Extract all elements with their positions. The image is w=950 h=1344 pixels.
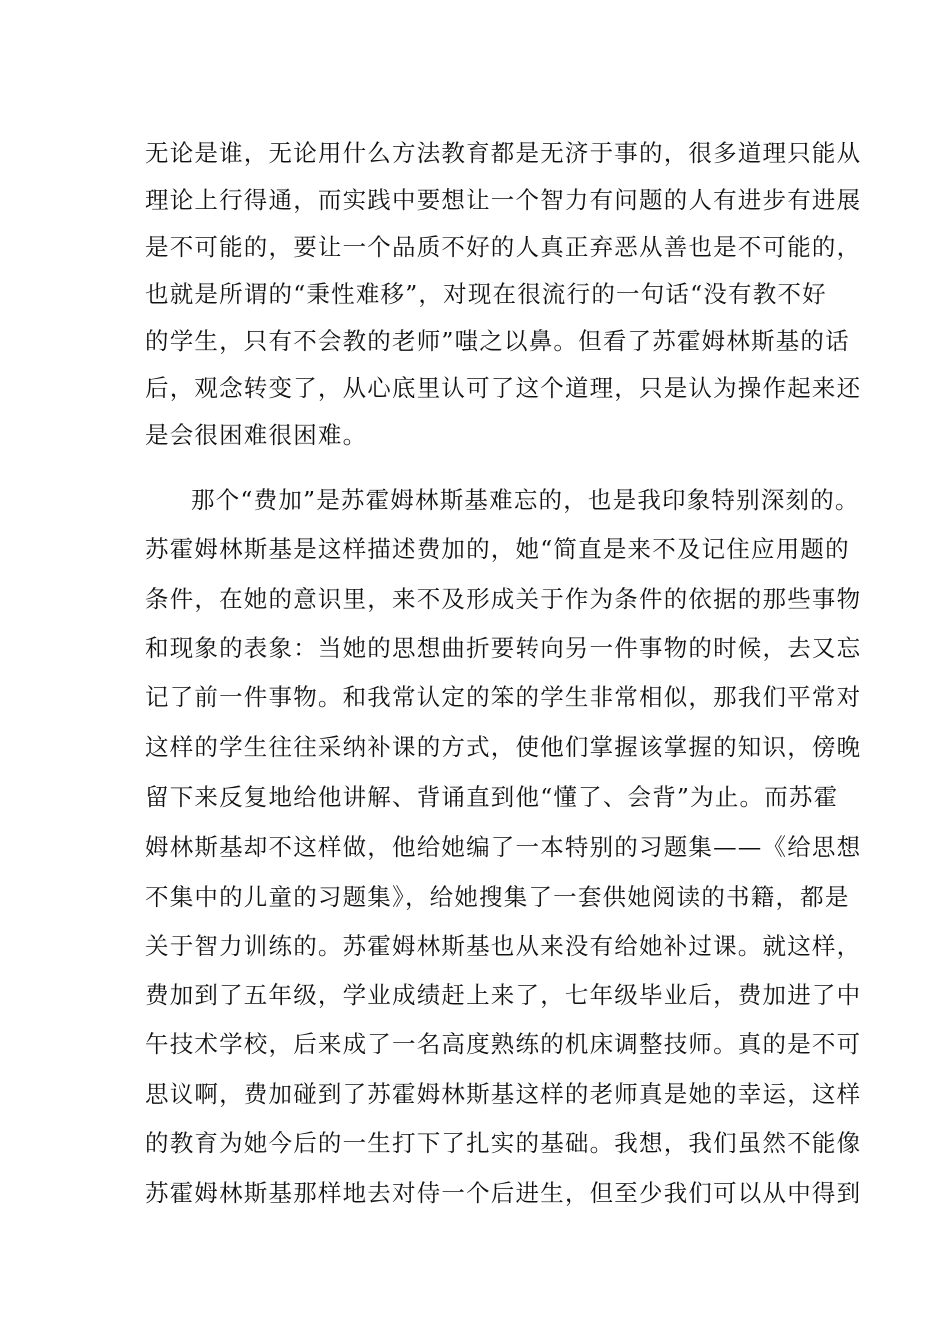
text-line-7: 是会很困难很困难。 <box>145 421 368 449</box>
text-line-20: 思议啊，费加碰到了苏霍姆林斯基这样的老师真是她的幸运，这样 <box>145 1080 862 1108</box>
text-line-13: 这样的学生往往采纳补课的方式，使他们掌握该掌握的知识，傍晚 <box>145 733 862 761</box>
text-line-18: 费加到了五年级，学业成绩赶上来了，七年级毕业后，费加进了中 <box>145 981 862 1009</box>
text-line-16: 不集中的儿童的习题集》，给她搜集了一套供她阅读的书籍，都是 <box>145 883 850 911</box>
text-line-17: 关于智力训练的。苏霍姆林斯基也从来没有给她补过课。就这样， <box>145 932 862 960</box>
text-line-9: 苏霍姆林斯基是这样描述费加的，她“简直是来不及记住应用题的 <box>145 535 850 563</box>
text-line-2: 理论上行得通，而实践中要想让一个智力有问题的人有进步有进展 <box>145 186 862 214</box>
text-line-12: 记了前一件事物。和我常认定的笨的学生非常相似，那我们平常对 <box>145 683 862 711</box>
text-line-19: 午技术学校，后来成了一名高度熟练的机床调整技师。真的是不可 <box>145 1030 862 1058</box>
text-line-3: 是不可能的，要让一个品质不好的人真正弃恶从善也是不可能的， <box>145 233 862 261</box>
text-line-11: 和现象的表象：当她的思想曲折要转向另一件事物的时候，去又忘 <box>145 634 862 662</box>
text-line-6: 后，观念转变了，从心底里认可了这个道理，只是认为操作起来还 <box>145 374 862 402</box>
text-line-15: 姆林斯基却不这样做，他给她编了一本特别的习题集——《给思想 <box>145 833 862 861</box>
text-line-22: 苏霍姆林斯基那样地去对侍一个后进生，但至少我们可以从中得到 <box>145 1179 862 1207</box>
text-line-10: 条件，在她的意识里，来不及形成关于作为条件的依据的那些事物 <box>145 585 862 613</box>
text-line-21: 的教育为她今后的一生打下了扎实的基础。我想，我们虽然不能像 <box>145 1129 862 1157</box>
text-line-14: 留下来反复地给他讲解、背诵直到他“懂了、会背”为止。而苏霍 <box>145 783 839 811</box>
text-line-5: 的学生，只有不会教的老师”嗤之以鼻。但看了苏霍姆林斯基的话 <box>145 327 850 355</box>
text-line-1: 无论是谁，无论用什么方法教育都是无济于事的，很多道理只能从 <box>145 139 862 167</box>
text-line-4: 也就是所谓的“秉性难移”，对现在很流行的一句话“没有教不好 <box>145 280 827 308</box>
paragraph-first-line: 那个“费加”是苏霍姆林斯基难忘的，也是我印象特别深刻的。 <box>191 486 860 514</box>
